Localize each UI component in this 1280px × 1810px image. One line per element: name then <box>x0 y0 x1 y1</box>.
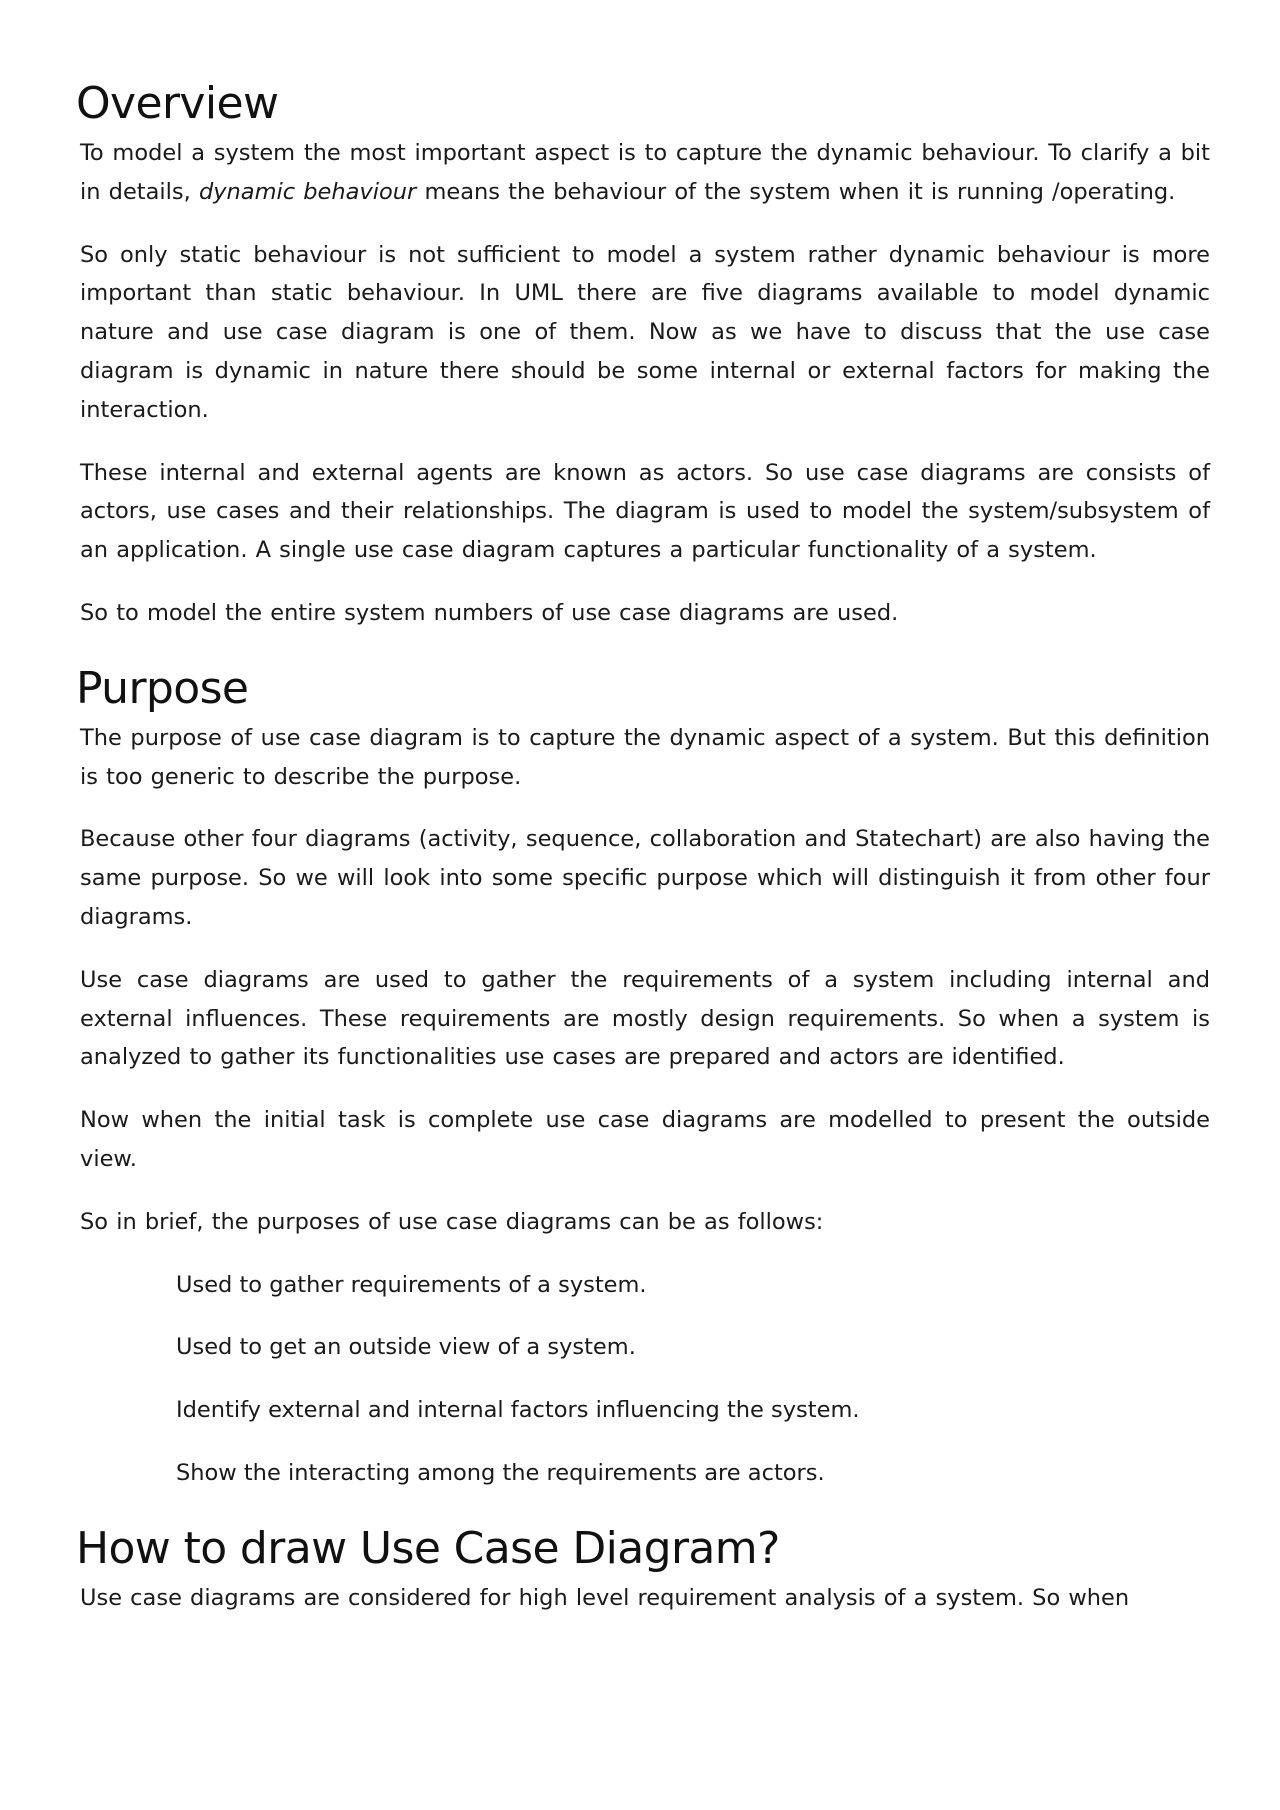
overview-paragraph-4: So to model the entire system numbers of use case diagrams are used. <box>80 599 899 626</box>
overview-heading: Overview <box>76 78 279 129</box>
how-to-draw-heading: How to draw Use Case Diagram? <box>76 1522 780 1574</box>
purpose-paragraph-4: Now when the initial task is complete use case diagrams are modelled to present the outside view. <box>80 1107 1210 1172</box>
purpose-list <box>80 1266 1210 1493</box>
purpose-paragraph-1: The purpose of use case diagram is to capture the dynamic aspect of a system. But this definition is too generic to describe the purpose. <box>80 724 1210 790</box>
overview-paragraph-1-end: means the behaviour of the system when it is running /operating. <box>416 178 1176 205</box>
how-to-draw-paragraph-1: Use case diagrams are considered for high level requirement analysis of a system. So when <box>80 1584 1130 1611</box>
purpose-list-item: Used to gather requirements of a system. <box>176 1271 647 1298</box>
overview-paragraph-1-start: To model a system the most important aspect is to capture the dynamic behaviour. To clarify a bit in details, <box>80 140 1210 205</box>
purpose-list-item: Show the interacting among the requirements are actors. <box>176 1459 825 1486</box>
overview-paragraph-2: So only static behaviour is not sufficient to model a system rather dynamic behaviour is more important than static behaviour. In UML there are five diagrams available to model dynamic nature and use case diagram is one of them. Now as we have to discuss that the use case diagram is dynamic in nature there should be some internal or external factors for making the interaction. <box>80 241 1210 423</box>
purpose-paragraph-5: So in brief, the purposes of use case diagrams can be as follows: <box>80 1208 824 1235</box>
purpose-list-item: Used to get an outside view of a system. <box>176 1334 636 1361</box>
overview-paragraph-1-emphasis: dynamic behaviour <box>198 178 417 205</box>
purpose-paragraph-3: Use case diagrams are used to gather the requirements of a system including internal and external influences. These requirements are mostly design requirements. So when a system is analyzed to gather its functionalities use cases are prepared and actors are identified. <box>80 966 1210 1071</box>
overview-paragraph-1 <box>80 134 1210 212</box>
purpose-heading: Purpose <box>76 662 249 714</box>
purpose-paragraph-2: Because other four diagrams (activity, sequence, collaboration and Statechart) are also having the same purpose. So we will look into some specific purpose which will distinguish it from other four diagrams. <box>80 826 1210 930</box>
overview-paragraph-3: These internal and external agents are known as actors. So use case diagrams are consists of actors, use cases and their relationships. The diagram is used to model the system/subsystem of an application. A single use case diagram captures a particular functionality of a system. <box>80 459 1210 564</box>
document-page <box>76 76 1210 1642</box>
purpose-list-item: Identify external and internal factors influencing the system. <box>176 1397 860 1424</box>
